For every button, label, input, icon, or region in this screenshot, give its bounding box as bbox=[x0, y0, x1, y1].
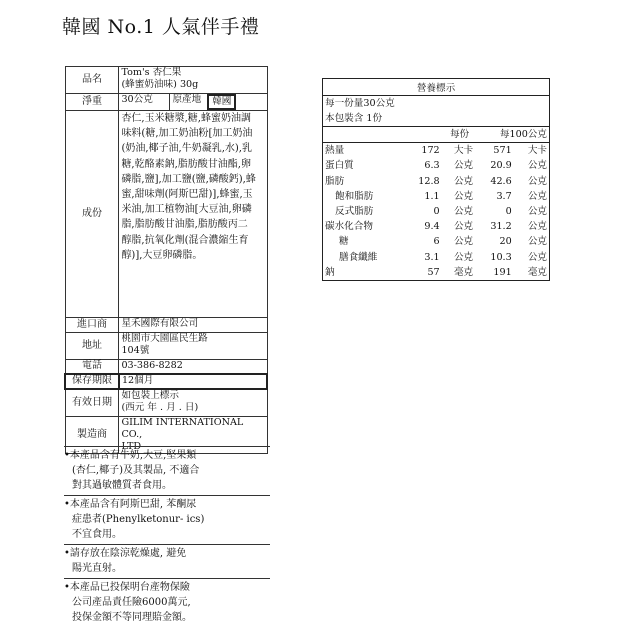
value-per-100g: 20.9 bbox=[490, 160, 512, 172]
value-per-serving: 6 bbox=[433, 236, 440, 248]
value-per-serving: 172 bbox=[421, 145, 440, 157]
note-aspartame bbox=[64, 496, 270, 545]
value-per-100g: 20 bbox=[499, 236, 512, 248]
ingredients-line: 杏仁,玉米糖漿,糖,蜂蜜奶油調 bbox=[121, 112, 251, 124]
unit-per-serving: 公克 bbox=[453, 236, 474, 248]
row-net-weight bbox=[65, 94, 267, 111]
address-value bbox=[119, 332, 267, 359]
ingredients-line: 蜜,甜味劑(阿斯巴甜)],蜂蜜,玉 bbox=[121, 189, 253, 200]
ingredients-line: 醇脂,抗氧化劑(混合濃縮生育 bbox=[121, 234, 249, 246]
nutrition-row bbox=[323, 265, 549, 280]
ingredients-line: 味料(糖,加工奶油粉[加工奶油 bbox=[121, 128, 253, 140]
ingredients-line: 米油,加工植物油[大豆油,卵磷 bbox=[121, 204, 252, 216]
value-per-serving: 1.1 bbox=[424, 190, 440, 202]
expiry-line2: (西元 年 . 月 . 日) bbox=[121, 401, 199, 413]
unit-per-100g: 毫克 bbox=[527, 266, 547, 278]
value-per-100g: 3.7 bbox=[496, 190, 512, 202]
name-value bbox=[119, 67, 267, 94]
unit-per-serving: 大卡 bbox=[453, 145, 474, 157]
nutrition-row bbox=[323, 189, 549, 204]
nutrition-row bbox=[323, 174, 549, 189]
note-line: (杏仁,椰子)及其製品, 不適合 bbox=[72, 465, 200, 476]
unit-per-100g: 公克 bbox=[527, 175, 547, 187]
name-value-line2: (蜂蜜奶油味) 30g bbox=[121, 78, 199, 90]
nutrition-rows bbox=[323, 126, 549, 280]
expiry-key: 有效日期 bbox=[65, 389, 119, 417]
name-key: 品名 bbox=[65, 67, 119, 94]
ingredients-line: 醇)],大豆卵磷脂。 bbox=[121, 249, 203, 261]
maker-line1: GILIM INTERNATIONAL CO., bbox=[121, 416, 244, 440]
origin-value: 韓國 bbox=[207, 94, 236, 110]
importer-key: 進口商 bbox=[65, 317, 119, 332]
col-per-100g: 每100公克 bbox=[475, 127, 549, 143]
note-storage bbox=[64, 545, 270, 579]
shelf-value: 12個月 bbox=[119, 374, 267, 389]
ingredients-key: 成份 bbox=[65, 110, 119, 317]
unit-per-100g: 公克 bbox=[527, 206, 547, 218]
row-importer bbox=[65, 317, 267, 332]
unit-per-serving: 公克 bbox=[453, 206, 474, 218]
unit-per-100g: 公克 bbox=[527, 236, 547, 248]
value-per-serving: 6.3 bbox=[424, 160, 440, 172]
expiry-value bbox=[119, 389, 267, 417]
nutrient-name: 脂肪 bbox=[325, 175, 345, 187]
maker-line2: LTD bbox=[121, 440, 142, 452]
unit-per-serving: 公克 bbox=[453, 251, 474, 263]
row-name bbox=[65, 67, 267, 94]
value-per-serving: 57 bbox=[427, 266, 440, 278]
net-origin-row bbox=[119, 94, 266, 110]
ingredients-line: 磷脂,鹽],加工鹽(鹽,磷酸鈣),蜂 bbox=[121, 173, 256, 185]
shelf-key: 保存期限 bbox=[65, 374, 119, 389]
note-line: •本產品含有牛奶,大豆,堅果類 bbox=[64, 450, 197, 461]
col-per-serving: 每份 bbox=[405, 127, 475, 143]
nutrition-table bbox=[322, 78, 550, 281]
nutrient-name: 鈉 bbox=[325, 266, 335, 278]
nutrition-row bbox=[323, 204, 549, 219]
nutrient-name: 飽和脂肪 bbox=[335, 190, 374, 202]
unit-per-serving: 公克 bbox=[453, 160, 474, 172]
unit-per-100g: 公克 bbox=[527, 221, 547, 233]
nutrient-name: 蛋白質 bbox=[325, 160, 354, 172]
unit-per-100g: 公克 bbox=[527, 160, 547, 172]
row-shelf-life bbox=[65, 374, 267, 389]
note-allergen bbox=[64, 447, 270, 496]
address-line1: 桃園市大園區民生路 bbox=[121, 332, 208, 344]
phone-key: 電話 bbox=[65, 359, 119, 374]
note-line: 陽光直射。 bbox=[72, 563, 122, 574]
note-line: •本產品已投保明台產物保險 bbox=[64, 582, 190, 593]
unit-per-100g: 大卡 bbox=[527, 145, 547, 157]
value-per-serving: 3.1 bbox=[424, 251, 440, 263]
nutrition-column-header bbox=[323, 127, 549, 143]
value-per-serving: 12.8 bbox=[418, 175, 440, 187]
nutrition-row bbox=[323, 234, 549, 249]
net-key: 淨重 bbox=[65, 94, 119, 111]
unit-per-100g: 公克 bbox=[527, 190, 547, 202]
row-expiry bbox=[65, 389, 267, 417]
value-per-100g: 571 bbox=[493, 145, 512, 157]
value-per-100g: 191 bbox=[493, 266, 512, 278]
row-phone bbox=[65, 359, 267, 374]
nutrition-row bbox=[323, 219, 549, 234]
note-line: 公司產品責任險6000萬元, bbox=[72, 597, 191, 608]
note-line: 不宜食用。 bbox=[72, 529, 122, 540]
value-per-100g: 31.2 bbox=[490, 221, 512, 233]
unit-per-serving: 公克 bbox=[453, 190, 474, 202]
servings-per-package: 本包裝含 1份 bbox=[325, 113, 383, 124]
ingredients-line: 脂,脂肪酸甘油脂,脂肪酸丙二 bbox=[121, 219, 248, 231]
net-value: 30公克 bbox=[121, 94, 153, 105]
address-key: 地址 bbox=[65, 332, 119, 359]
note-line: 對其過敏體質者食用。 bbox=[72, 480, 172, 491]
note-line: •本產品含有阿斯巴甜, 苯酮尿 bbox=[64, 499, 197, 510]
value-per-100g: 10.3 bbox=[490, 251, 512, 263]
expiry-line1: 如包裝上標示 bbox=[121, 389, 179, 401]
maker-key: 製造商 bbox=[65, 416, 119, 453]
note-insurance bbox=[64, 579, 270, 627]
nutrition-row bbox=[323, 250, 549, 265]
value-per-serving: 0 bbox=[433, 206, 440, 218]
value-per-100g: 42.6 bbox=[490, 175, 512, 187]
importer-value: 星禾國際有限公司 bbox=[119, 317, 267, 332]
nutrition-row bbox=[323, 158, 549, 173]
nutrient-name: 熱量 bbox=[325, 145, 345, 157]
unit-per-serving: 公克 bbox=[453, 175, 474, 187]
ingredients-line: 糖,乾酪素鈉,脂肪酸甘油酯,卵 bbox=[121, 158, 251, 170]
address-line2: 104號 bbox=[121, 344, 150, 356]
origin-key: 原產地 bbox=[169, 94, 203, 110]
unit-per-serving: 毫克 bbox=[453, 266, 474, 278]
row-address bbox=[65, 332, 267, 359]
ingredients-value bbox=[119, 110, 267, 317]
nutrient-name: 膳食纖維 bbox=[339, 251, 378, 263]
ingredients-line: (奶油,椰子油,牛奶凝乳,水),乳 bbox=[121, 143, 252, 155]
nutrition-row bbox=[323, 143, 549, 159]
nutrient-name: 糖 bbox=[339, 236, 349, 248]
value-per-serving: 9.4 bbox=[424, 221, 440, 233]
notes-block bbox=[64, 446, 270, 627]
unit-per-serving: 公克 bbox=[453, 221, 474, 233]
row-ingredients bbox=[65, 110, 267, 317]
product-label-table bbox=[64, 66, 268, 454]
note-line: 投保金額不等同理賠金額。 bbox=[72, 612, 192, 623]
net-origin-cell bbox=[119, 94, 267, 111]
note-line: •請存放在陰涼乾燥處, 避免 bbox=[64, 548, 187, 559]
phone-value: 03-386-8282 bbox=[119, 359, 267, 374]
unit-per-100g: 公克 bbox=[527, 251, 547, 263]
value-per-100g: 0 bbox=[505, 206, 512, 218]
nutrient-name: 碳水化合物 bbox=[325, 221, 373, 233]
serving-size: 每一份量30公克 bbox=[325, 98, 395, 109]
name-value-line1: Tom's 杏仁果 bbox=[121, 67, 182, 78]
note-line: 症患者(Phenylketonur- ics) bbox=[72, 514, 205, 525]
nutrient-name: 反式脂肪 bbox=[335, 206, 374, 218]
page-title: 韓國 No.1 人氣伴手禮 bbox=[62, 16, 260, 38]
nutrition-header: 營養標示 bbox=[323, 79, 549, 96]
